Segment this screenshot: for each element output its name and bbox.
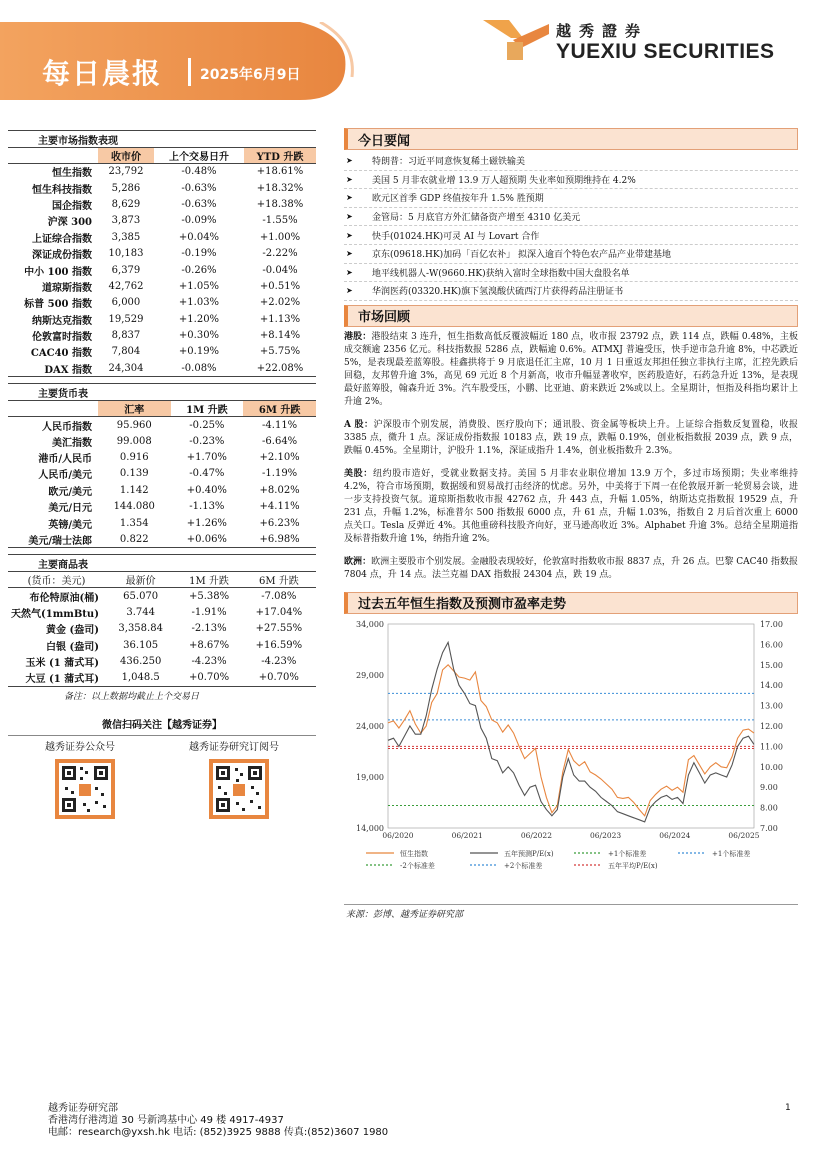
logo-english-name: YUEXIU SECURITIES	[556, 40, 775, 63]
cell-value: -0.25%	[189, 419, 225, 431]
table-row	[8, 588, 316, 604]
review-label: 港股：	[344, 331, 372, 342]
cell-value: +18.38%	[256, 198, 304, 210]
cell-value: 36.105	[123, 639, 159, 651]
row-label: 黄金 (盎司)	[45, 625, 99, 637]
table-row	[8, 213, 316, 229]
row-label: 伦敦富时指数	[32, 332, 92, 344]
row-label: 天然气(1mmBtu)	[11, 608, 99, 620]
news-item[interactable]	[344, 208, 798, 227]
arrow-bullet-icon: ➤	[346, 174, 353, 184]
cell-value: +0.70%	[242, 670, 316, 686]
cell-value: 436.250	[119, 655, 162, 667]
row-label: 英镑/美元	[48, 519, 92, 531]
table-row	[8, 245, 316, 261]
row-label: 中小 100 指数	[24, 266, 92, 278]
review-paragraph	[344, 556, 798, 582]
cell-value: -0.63%	[181, 198, 217, 210]
table-row	[8, 515, 316, 531]
cell-value: 0.916	[119, 452, 149, 464]
cell-value: +1.20%	[178, 313, 220, 325]
col-header: YTD 升跌	[244, 148, 316, 164]
table-row	[8, 466, 316, 482]
series-line	[388, 665, 754, 816]
table-row	[8, 164, 316, 180]
cell-value: 1.142	[119, 484, 149, 496]
y-right-tick-label: 14.00	[760, 680, 783, 690]
y-right-tick-label: 8.00	[760, 803, 778, 813]
cell-value: +5.75%	[259, 346, 301, 358]
row-label: 布伦特原油(桶)	[29, 592, 99, 604]
qr-code-icon[interactable]	[55, 759, 115, 819]
news-item[interactable]	[344, 189, 798, 208]
cell-value: -0.09%	[181, 215, 217, 227]
y-right-tick-label: 7.00	[760, 823, 778, 833]
y-left-tick-label: 14,000	[356, 823, 384, 833]
col-header: 最新价	[105, 572, 176, 588]
market-indices-table	[8, 148, 316, 377]
y-left-tick-label: 19,000	[356, 772, 384, 782]
table-row	[8, 653, 316, 669]
row-label: 国企指数	[52, 200, 92, 212]
cell-value: +22.08%	[244, 360, 316, 376]
cell-value: 0.822	[98, 531, 171, 547]
row-label: 玉米 (1 蒲式耳)	[25, 657, 99, 669]
cell-value: +1.05%	[178, 280, 220, 292]
news-item[interactable]	[344, 226, 798, 245]
report-date: 2025年6月9日	[200, 67, 301, 83]
review-text: 欧洲主要股市个别发展。金融股表现较好，伦敦富时指数收市报 8837 点，升 26 点。巴黎 CAC40 指数报 7804 点，升 14 点。法兰克福 DAX 指数报 24304 点，跌 19 点。	[344, 556, 798, 580]
plot-area	[388, 624, 754, 828]
cell-value: +2.10%	[259, 452, 300, 464]
legend-label: +1个标准差	[608, 849, 647, 858]
cell-value: 3,385	[111, 231, 141, 243]
cell-value: 95.960	[116, 419, 152, 431]
y-left-tick-label: 24,000	[356, 721, 384, 731]
table-row	[8, 180, 316, 196]
cell-value: +1.70%	[186, 452, 227, 464]
cell-value: +0.04%	[178, 231, 220, 243]
cell-value: +0.70%	[176, 670, 241, 686]
news-text: 快手(01024.HK)可灵 AI 与 Lovart 合作	[372, 231, 540, 242]
review-text: 纽约股市造好，受就业数据支持。美国 5 月非农业职位增加 13.9 万个，多过市场预期；失业率维持 4.2%，符合市场预期，数据缓和贸易战打击经济的忧虑。另外，中美将于下周一在伦敦展开新一轮贸易会谈，进一步支持投资气氛。道琼斯指数收市报 42762 点，升 443 点，升幅 1.05%，纳斯达克指数报 19529 点，升 231 点，升幅 1.2%，标准普尔 500 指数报 6000 点，升 61 点，升幅 1.03%，指数自 2 月后首次重上 6000 点关口。Tesla 反弹近 4%。其他重磅科技股齐向好，亚马逊高收近 3%。Alphabet 升逾 3%。总结全星期道指及标普指数升逾 1%，纳指升逾 2%。	[344, 468, 798, 544]
row-label: 美元/日元	[48, 503, 92, 515]
arrow-bullet-icon: ➤	[346, 230, 353, 240]
review-paragraph	[344, 419, 798, 458]
table-row	[8, 229, 316, 245]
row-label: 港币/人民币	[38, 454, 92, 466]
y-right-tick-label: 12.00	[760, 721, 783, 731]
x-tick-label: 06/2025	[728, 830, 760, 840]
x-tick-label: 06/2020	[382, 830, 414, 840]
cell-value: +1.26%	[186, 517, 227, 529]
cell-value: -4.23%	[191, 655, 227, 667]
table-row	[8, 360, 316, 376]
arrow-bullet-icon: ➤	[346, 249, 353, 259]
cell-value: +4.11%	[259, 501, 300, 513]
cell-value: +8.02%	[259, 484, 300, 496]
y-left-tick-label: 34,000	[356, 619, 384, 629]
y-right-tick-label: 15.00	[760, 660, 783, 670]
row-label: 上证综合指数	[32, 233, 92, 245]
cell-value: +8.67%	[188, 639, 230, 651]
col-header: 6M 升跌	[242, 572, 316, 588]
y-right-tick-label: 17.00	[760, 619, 783, 629]
logo-chinese-name: 越秀證券	[556, 22, 649, 40]
col-blank	[8, 401, 98, 417]
col-header: 6M 升跌	[243, 401, 316, 417]
row-label: 恒生指数	[52, 168, 92, 180]
table-row	[8, 344, 316, 360]
row-label: 人民币指数	[42, 421, 92, 433]
x-tick-label: 06/2023	[590, 830, 622, 840]
page-number: 1	[785, 1103, 791, 1113]
qr-label-official: 越秀证券公众号	[45, 741, 115, 753]
market-indices-title: 主要市场指数表现	[8, 130, 316, 148]
table-row	[8, 620, 316, 636]
review-label: A 股：	[344, 419, 374, 430]
arrow-bullet-icon: ➤	[346, 212, 353, 222]
cell-value: 8,837	[111, 330, 141, 342]
arrow-bullet-icon: ➤	[346, 267, 353, 277]
cell-value: 7,804	[111, 346, 141, 358]
cell-value: 99.008	[116, 435, 152, 447]
qr-code-icon[interactable]	[209, 759, 269, 819]
cell-value: +1.13%	[259, 313, 301, 325]
y-right-tick-label: 13.00	[760, 701, 783, 711]
cell-value: 24,304	[98, 360, 154, 376]
table-row	[8, 311, 316, 327]
row-label: 道琼斯指数	[42, 282, 92, 294]
cell-value: -4.11%	[262, 419, 298, 431]
cell-value: 19,529	[108, 313, 144, 325]
table-row	[8, 604, 316, 620]
table-row	[8, 262, 316, 278]
cell-value: 0.139	[119, 468, 149, 480]
today-news-title: 今日要闻	[344, 128, 798, 150]
chart-source: 来源：彭博、越秀证券研究部	[344, 904, 798, 920]
cell-value: 1.354	[119, 517, 149, 529]
divider	[8, 735, 316, 736]
table-row	[8, 327, 316, 343]
cell-value: -0.48%	[181, 166, 217, 178]
cell-value: -4.23%	[261, 655, 297, 667]
row-label: 美汇指数	[52, 437, 92, 449]
col-header: 1M 升跌	[176, 572, 241, 588]
cell-value: -0.04%	[262, 264, 298, 276]
cell-value: +0.06%	[171, 531, 244, 547]
table-row	[8, 670, 316, 686]
cell-value: -1.13%	[189, 501, 225, 513]
cell-value: +17.04%	[255, 606, 303, 618]
table-row	[8, 433, 316, 449]
review-paragraph	[344, 331, 798, 409]
cell-value: 6,379	[111, 264, 141, 276]
table-row	[8, 637, 316, 653]
yuexiu-logo-icon	[483, 18, 549, 62]
cell-value: -0.23%	[189, 435, 225, 447]
cell-value: 42,762	[108, 280, 144, 292]
footer-address: 香港湾仔港湾道 30 号新鸿基中心 49 楼 4917-4937	[48, 1115, 284, 1126]
row-label: 标普 500 指数	[24, 299, 92, 311]
row-label: 大豆 (1 蒲式耳)	[8, 670, 105, 686]
table-row	[8, 417, 316, 433]
col-header: (货币：美元)	[8, 572, 105, 588]
cell-value: +16.59%	[255, 639, 303, 651]
cell-value: +1.00%	[259, 231, 301, 243]
news-item[interactable]	[344, 152, 798, 171]
news-item[interactable]	[344, 264, 798, 283]
news-item[interactable]	[344, 171, 798, 190]
news-list	[344, 152, 798, 301]
cell-value: 144.080	[113, 501, 155, 513]
currencies-table	[8, 401, 316, 548]
cell-value: 65.070	[123, 590, 159, 602]
right-column	[344, 128, 798, 920]
market-review	[344, 331, 798, 582]
cell-value: +5.38%	[188, 590, 230, 602]
arrow-bullet-icon: ➤	[346, 193, 353, 203]
cell-value: -7.08%	[261, 590, 297, 602]
footer	[48, 1103, 388, 1139]
cell-value: -1.55%	[262, 215, 298, 227]
cell-value: +0.19%	[178, 346, 220, 358]
row-label: 人民币/美元	[38, 470, 92, 482]
review-label: 美股：	[344, 468, 373, 479]
row-label: CAC40 指数	[30, 348, 92, 360]
cell-value: +18.32%	[256, 182, 304, 194]
title-divider	[188, 58, 191, 86]
hsi-pe-chart	[344, 614, 798, 896]
news-text: 京东(09618.HK)加码「百亿农补」 拟深入逾百个特色农产品产业带建基地	[372, 250, 671, 261]
cell-value: 10,183	[108, 248, 144, 260]
currencies-title: 主要货币表	[8, 383, 316, 401]
legend-label: 恒生指数	[400, 849, 428, 858]
cell-value: +2.02%	[259, 297, 301, 309]
table-row	[8, 531, 316, 547]
cell-value: 3,873	[111, 215, 141, 227]
cell-value: -0.26%	[181, 264, 217, 276]
cell-value: +6.23%	[259, 517, 300, 529]
legend-label: +1个标准差	[712, 849, 751, 858]
legend-label: 五年平均P/E(x)	[608, 861, 658, 870]
cell-value: +8.14%	[259, 330, 301, 342]
news-text: 特朗普：习近平同意恢复稀土磁铁输美	[372, 157, 526, 168]
review-text: 沪深股市个别发展，消费股、医疗股向下；通讯股、资金属等板块上升。上证综合指数反复置稳，收报 3385 点，微升 1 点。深证成份指数报 10183 点，跌 19 点，跌幅 0.19%，创业板指数报 2039 点，跌 9 点，跌幅 0.45%。全星期计，沪股升 1.1%，深证成指升 1.4%，创业板指数升 2.3%。	[344, 419, 798, 456]
report-title: 每日晨报	[42, 57, 163, 90]
cell-value: 1,048.5	[105, 670, 176, 686]
table-row	[8, 482, 316, 498]
data-note: 备注：以上数据均截止上个交易日	[64, 691, 200, 702]
cell-value: -0.47%	[189, 468, 225, 480]
cell-value: -0.63%	[181, 182, 217, 194]
row-label: DAX 指数	[8, 360, 98, 376]
news-item[interactable]	[344, 245, 798, 264]
review-text: 港股结束 3 连升，恒生指数高低反覆波幅近 180 点，收市报 23792 点，跌 114 点，跌幅 0.48%，主板成交额逾 2356 亿元。科技指数报 5286 点，跌幅逾 0.6%。ATMXJ 普遍受压，快手逆市急升逾 8%，中芯跌近 5%，是表现最差蓝筹股。桂鑫拱将于 9 月底退任汇主席，10 月 1 日重返友邦担任独立非执行主席，汇控先跌后回稳，友邦曾升逾 3%，高见 69 元近 8 个月新高，收市升幅显著收窄，医药股造好，石药急升近 13%，是表现最好蓝筹股，翰森升近 3%。汽车股受压，小鹏、比亚迪、蔚来跌近 2%或以上。全星期计，恒指及科指均累计上升逾 2%。	[344, 331, 798, 407]
col-blank	[8, 148, 98, 164]
table-row	[8, 196, 316, 212]
table-row	[8, 449, 316, 465]
cell-value: 8,629	[111, 198, 141, 210]
col-header: 1M 升跌	[171, 401, 244, 417]
news-text: 地平线机器人-W(9660.HK)获纳入富时全球指数中国大盘股名单	[372, 268, 630, 279]
cell-value: -2.13%	[191, 623, 227, 635]
legend-label: 五年预测P/E(x)	[504, 849, 554, 858]
commodities-title: 主要商品表	[8, 554, 316, 572]
cell-value: +27.55%	[255, 623, 303, 635]
row-label: 沪深 300	[47, 217, 92, 229]
y-right-tick-label: 16.00	[760, 640, 783, 650]
x-tick-label: 06/2022	[520, 830, 552, 840]
arrow-bullet-icon: ➤	[346, 156, 353, 166]
chart-title: 过去五年恒生指数及预测市盈率走势	[344, 592, 798, 614]
cell-value: 6,000	[111, 297, 141, 309]
qr-label-research: 越秀证券研究订阅号	[189, 741, 279, 753]
cell-value: 3.744	[126, 606, 155, 618]
market-review-title: 市场回顾	[344, 305, 798, 327]
cell-value: +1.03%	[178, 297, 220, 309]
footer-contact: 电邮：research@yxsh.hk 电话: (852)3925 9888 传真:(852)3607 1980	[48, 1127, 389, 1138]
legend-label: -2个标准差	[400, 861, 435, 870]
table-row	[8, 499, 316, 515]
y-right-tick-label: 9.00	[760, 782, 778, 792]
row-label: 深证成份指数	[32, 250, 92, 262]
review-label: 欧洲：	[344, 556, 372, 567]
x-tick-label: 06/2021	[451, 830, 483, 840]
table-row	[8, 278, 316, 294]
row-label: 纳斯达克指数	[32, 315, 92, 327]
news-text: 美国 5 月非农就业增 13.9 万人超预期 失业率如预期维持在 4.2%	[372, 175, 636, 186]
y-right-tick-label: 10.00	[760, 762, 783, 772]
news-text: 金管局：5 月底官方外汇储备资产增至 4310 亿美元	[372, 213, 581, 224]
col-header: 收市价	[98, 148, 154, 164]
wechat-title: 微信扫码关注【越秀证券】	[102, 719, 222, 731]
cell-value: 3,358.84	[118, 623, 163, 635]
table-row	[8, 295, 316, 311]
col-header: 上个交易日升	[154, 148, 244, 164]
cell-value: -0.08%	[154, 360, 244, 376]
cell-value: +0.30%	[178, 330, 220, 342]
cell-value: 23,792	[108, 166, 144, 178]
y-right-tick-label: 11.00	[760, 742, 783, 752]
cell-value: -2.22%	[262, 248, 298, 260]
footer-dept: 越秀证券研究部	[48, 1103, 118, 1114]
cell-value: -1.19%	[262, 468, 298, 480]
cell-value: -1.91%	[191, 606, 227, 618]
cell-value: -6.64%	[262, 435, 298, 447]
y-left-tick-label: 29,000	[356, 670, 384, 680]
row-label: 欧元/美元	[48, 486, 92, 498]
review-paragraph	[344, 468, 798, 546]
cell-value: -0.19%	[181, 248, 217, 260]
col-header: 汇率	[98, 401, 171, 417]
x-tick-label: 06/2024	[659, 830, 691, 840]
news-text: 欧元区首季 GDP 终值按年升 1.5% 胜预期	[372, 194, 544, 205]
left-column	[8, 130, 316, 819]
news-item[interactable]	[344, 282, 798, 301]
news-text: 华润医药(03320.HK)旗下氢溴酸伏硫西汀片获得药品注册证书	[372, 287, 624, 298]
row-label: 美元/瑞士法郎	[8, 531, 98, 547]
legend-label: +2个标准差	[504, 861, 543, 870]
row-label: 恒生科技指数	[32, 184, 92, 196]
cell-value: 5,286	[111, 182, 141, 194]
row-label: 白银 (盎司)	[45, 641, 99, 653]
commodities-table	[8, 572, 316, 686]
cell-value: +0.51%	[259, 280, 301, 292]
cell-value: +0.40%	[186, 484, 227, 496]
cell-value: +18.61%	[256, 166, 304, 178]
arrow-bullet-icon: ➤	[346, 286, 353, 296]
cell-value: +6.98%	[243, 531, 316, 547]
